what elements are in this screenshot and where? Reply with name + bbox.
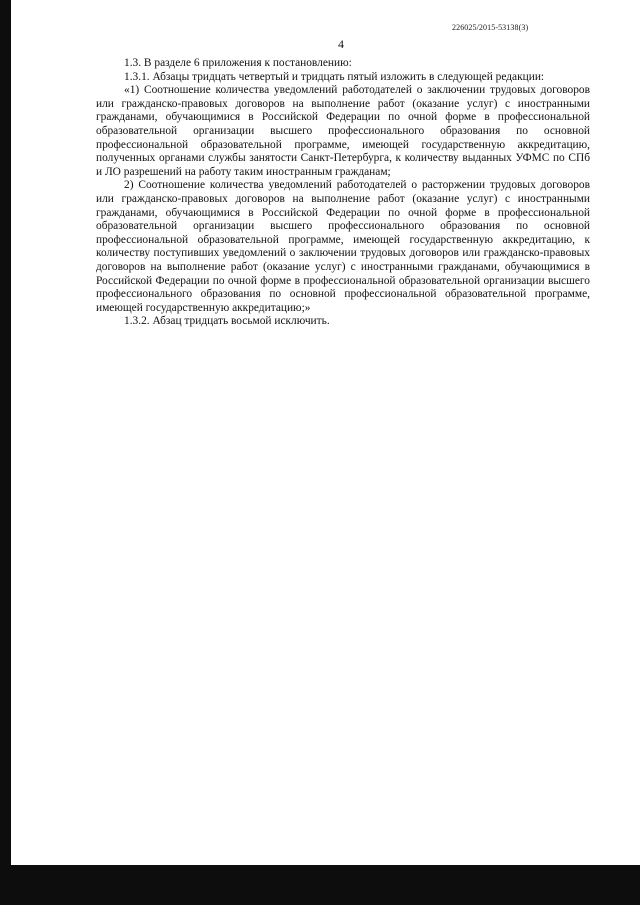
paragraph-item-2: 2) Соотношение количества уведомлений работодателей о расторжении трудовых договоров или гражданско-правовых договоров на выполнение работ (оказание услуг) с иностранными гражданами, обучающимися в Российской Федерации по очной форме в профессиональной образовательной организации высшего профессионального образования по основной профессиональной образовательной программе, имеющей государственную аккредитацию, к количеству поступивших уведомлений о заключении трудовых договоров или гражданско-правовых договоров на выполнение работ (оказание услуг) с иностранными гражданами, обучающимися в Российской Федерации по очной форме в профессиональной образовательной организации высшего профессионального образования по основной профессиональной образовательной программе, имеющей государственную аккредитацию;» <box>96 179 590 314</box>
paragraph-section-1-3-2: 1.3.2. Абзац тридцать восьмой исключить. <box>124 315 330 328</box>
document-body <box>96 57 590 329</box>
document-registration-number: 226025/2015-53138(3) <box>452 23 529 32</box>
scan-left-border <box>0 0 11 905</box>
paragraph-section-1-3: 1.3. В разделе 6 приложения к постановлению: <box>124 57 352 69</box>
page-number: 4 <box>338 37 344 51</box>
scan-bottom-border <box>0 865 640 905</box>
paragraph-item-1: «1) Соотношение количества уведомлений работодателей о заключении трудовых договоров или гражданско-правовых договоров на выполнение работ (оказание услуг) с иностранными гражданами, обучающимися в Российской Федерации по очной форме в профессиональной образовательной организации высшего профессионального образования по основной профессиональной образовательной программе, имеющей государственную аккредитацию, полученных органами службы занятости Санкт-Петербурга, к количеству выданных УФМС по СПб и ЛО разрешений на работу таким иностранным гражданам; <box>96 84 590 178</box>
paragraph-section-1-3-1: 1.3.1. Абзацы тридцать четвертый и тридцать пятый изложить в следующей редакции: <box>124 70 545 83</box>
